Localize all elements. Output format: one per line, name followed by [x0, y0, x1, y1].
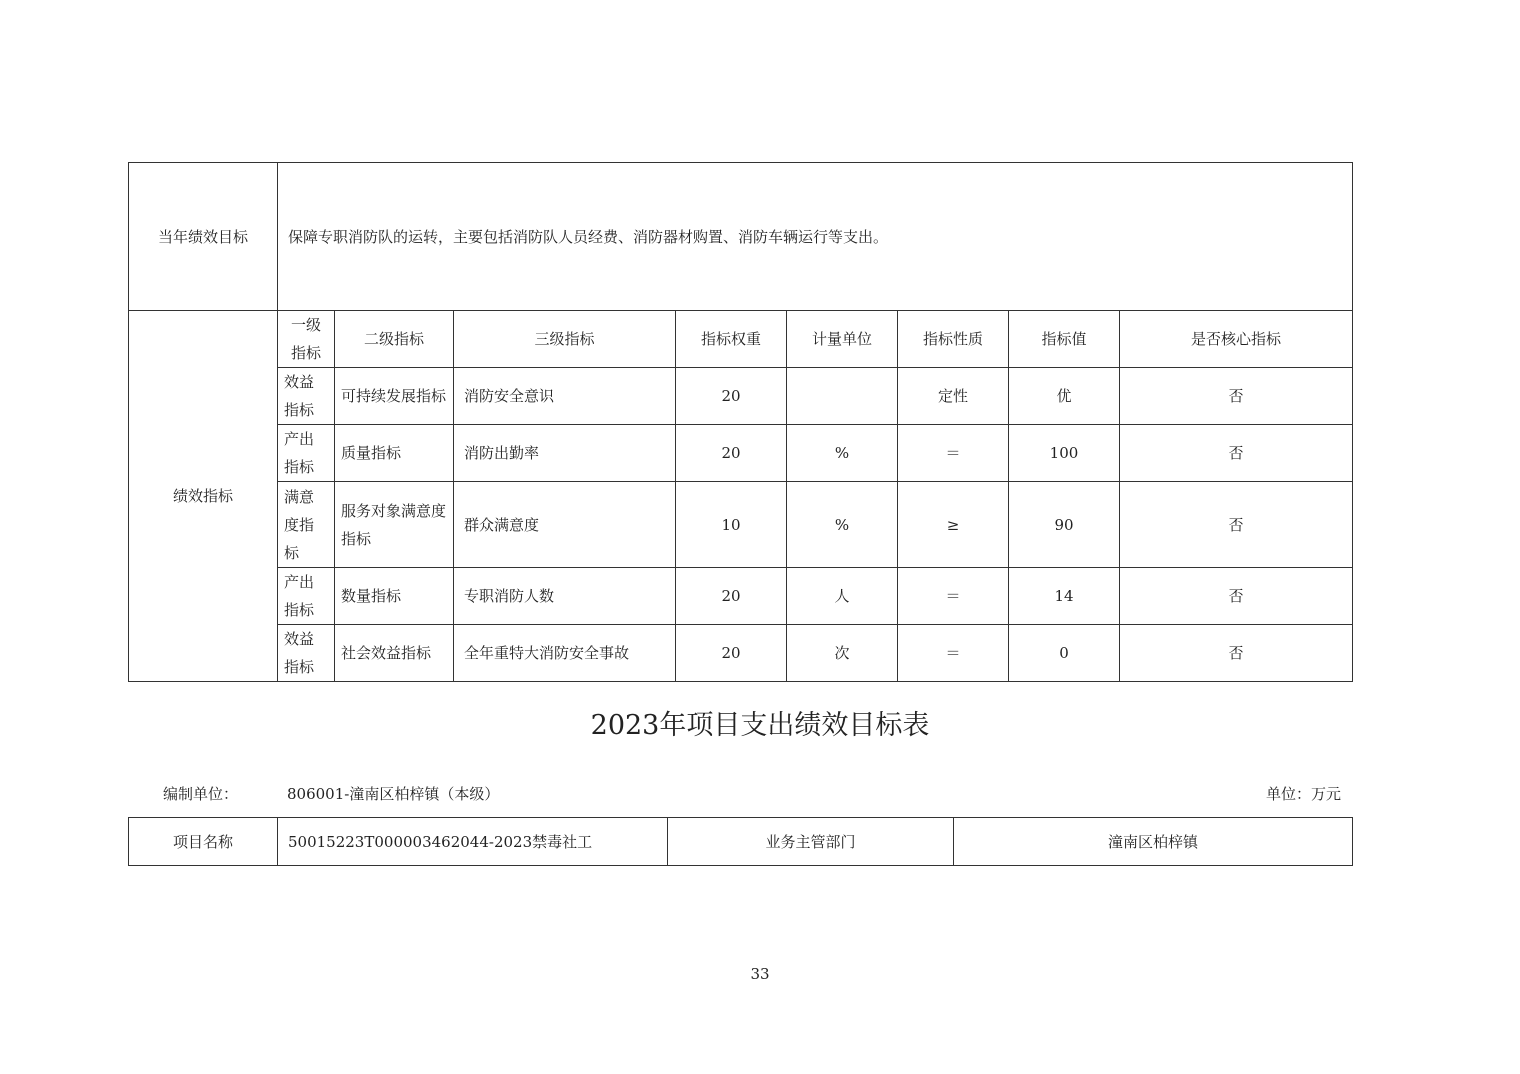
header-value: 指标值 — [1009, 311, 1120, 368]
cell-unit: % — [787, 425, 898, 482]
cell-core: 否 — [1120, 425, 1353, 482]
cell-level2: 数量指标 — [335, 568, 454, 625]
cell-level2: 社会效益指标 — [335, 625, 454, 682]
cell-core: 否 — [1120, 568, 1353, 625]
dept-value: 潼南区柏梓镇 — [954, 818, 1353, 866]
project-info-table — [128, 817, 1353, 866]
cell-unit: 次 — [787, 625, 898, 682]
cell-value: 14 — [1009, 568, 1120, 625]
cell-nature: ＝ — [898, 568, 1009, 625]
table-row — [129, 625, 1353, 682]
indicator-header-row — [129, 311, 1353, 368]
cell-level1: 效益指标 — [278, 368, 335, 425]
cell-nature: ＝ — [898, 625, 1009, 682]
cell-nature: 定性 — [898, 368, 1009, 425]
cell-level2: 服务对象满意度指标 — [335, 482, 454, 568]
cell-nature: ＝ — [898, 425, 1009, 482]
cell-unit: 人 — [787, 568, 898, 625]
cell-level1: 产出指标 — [278, 568, 335, 625]
project-name-label: 项目名称 — [129, 818, 278, 866]
goal-text: 保障专职消防队的运转，主要包括消防队人员经费、消防器材购置、消防车辆运行等支出。 — [278, 163, 1353, 311]
cell-nature: ≥ — [898, 482, 1009, 568]
header-nature: 指标性质 — [898, 311, 1009, 368]
header-level3: 三级指标 — [454, 311, 676, 368]
unit-label: 单位：万元 — [1265, 785, 1341, 803]
header-level1: 一级指标 — [278, 311, 335, 368]
page-title: 2023年项目支出绩效目标表 — [590, 710, 930, 741]
cell-level1: 效益指标 — [278, 625, 335, 682]
indicator-label: 绩效指标 — [129, 311, 278, 682]
cell-weight: 20 — [676, 625, 787, 682]
cell-unit: % — [787, 482, 898, 568]
org-value: 806001-潼南区柏梓镇（本级） — [287, 785, 500, 803]
header-core: 是否核心指标 — [1120, 311, 1353, 368]
cell-weight: 20 — [676, 425, 787, 482]
cell-level3: 群众满意度 — [454, 482, 676, 568]
performance-goal-table — [128, 162, 1353, 682]
project-name-value: 50015223T000003462044-2023禁毒社工 — [278, 818, 668, 866]
table-row — [129, 482, 1353, 568]
header-unit: 计量单位 — [787, 311, 898, 368]
page-number: 33 — [750, 965, 770, 983]
header-level2: 二级指标 — [335, 311, 454, 368]
table-row — [129, 368, 1353, 425]
cell-weight: 20 — [676, 368, 787, 425]
cell-level3: 专职消防人数 — [454, 568, 676, 625]
cell-level2: 可持续发展指标 — [335, 368, 454, 425]
cell-level1: 满意度指标 — [278, 482, 335, 568]
cell-level3: 消防安全意识 — [454, 368, 676, 425]
cell-level2: 质量指标 — [335, 425, 454, 482]
cell-level3: 消防出勤率 — [454, 425, 676, 482]
dept-label: 业务主管部门 — [668, 818, 954, 866]
table-row — [129, 568, 1353, 625]
cell-value: 100 — [1009, 425, 1120, 482]
cell-core: 否 — [1120, 625, 1353, 682]
org-label: 编制单位： — [163, 785, 239, 803]
header-weight: 指标权重 — [676, 311, 787, 368]
table-row — [129, 425, 1353, 482]
cell-weight: 10 — [676, 482, 787, 568]
cell-unit — [787, 368, 898, 425]
cell-value: 90 — [1009, 482, 1120, 568]
cell-value: 0 — [1009, 625, 1120, 682]
cell-weight: 20 — [676, 568, 787, 625]
goal-label: 当年绩效目标 — [129, 163, 278, 311]
cell-level1: 产出指标 — [278, 425, 335, 482]
cell-core: 否 — [1120, 368, 1353, 425]
cell-value: 优 — [1009, 368, 1120, 425]
cell-level3: 全年重特大消防安全事故 — [454, 625, 676, 682]
cell-core: 否 — [1120, 482, 1353, 568]
